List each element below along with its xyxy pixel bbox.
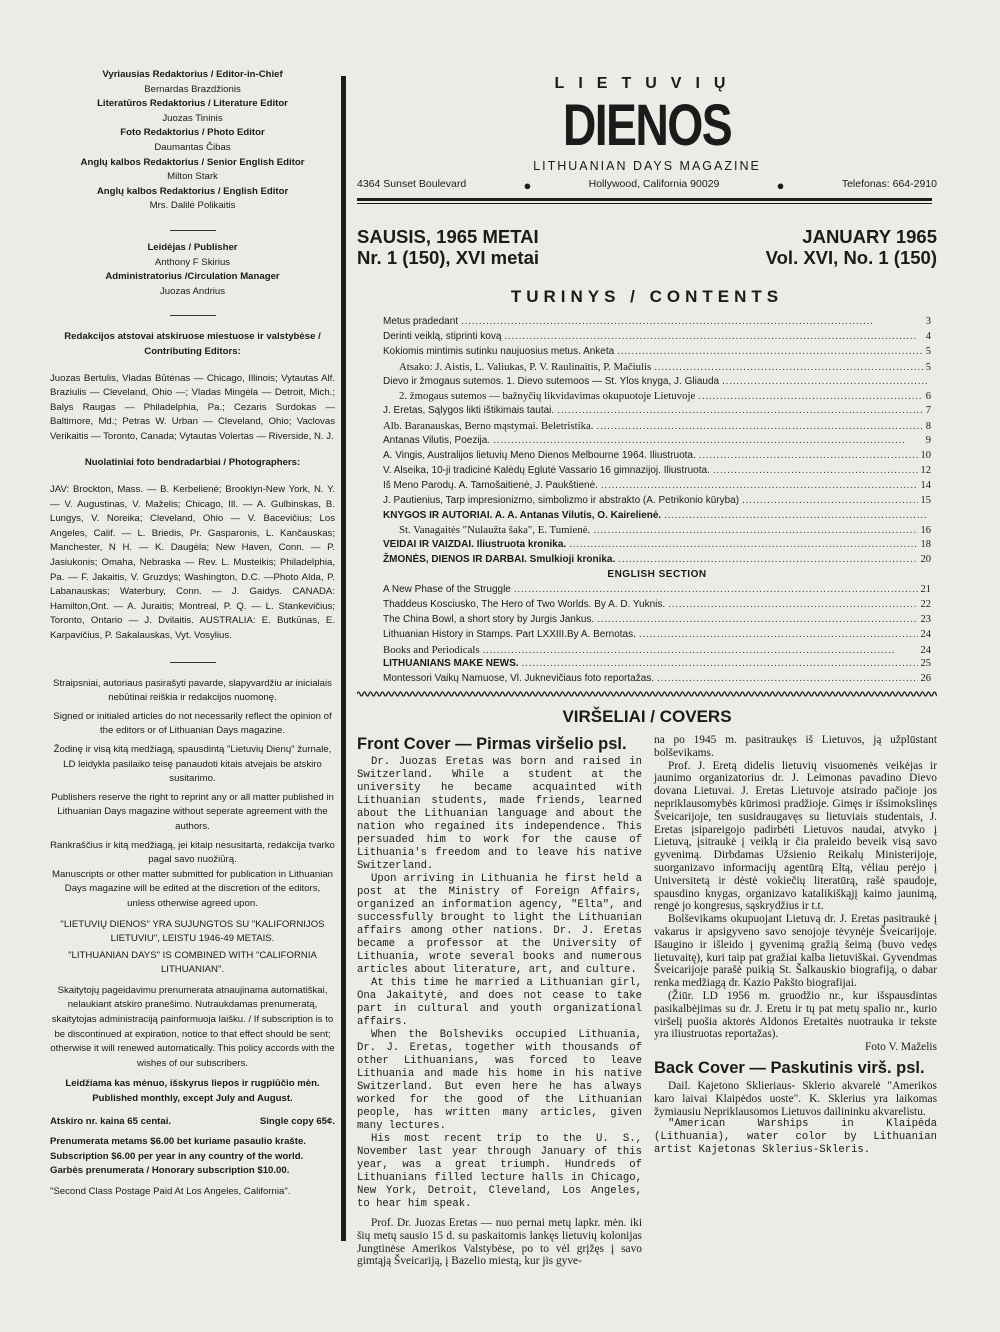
- toc-title: ŽMONĖS, DIENOS IR DARBAI. Smulkioji kronika.: [383, 554, 616, 566]
- toc-title: KNYGOS IR AUTORIAI. A. A. Antanas Vilutis, O. Kairelienė.: [383, 509, 662, 521]
- merge-notice-en: "LITHUANIAN DAYS" IS COMBINED WITH "CALIFORNIA LITHUANIAN".: [68, 949, 317, 976]
- issue-en-date: JANUARY 1965: [802, 226, 937, 247]
- front-cover-heading: Front Cover — Pirmas viršelio psl.: [357, 735, 627, 753]
- contents-title: TURINYS / CONTENTS: [510, 287, 784, 306]
- toc-title: Atsako: J. Aistis, L. Valiukas, P. V. Raulinaitis, P. Mačiulis: [399, 360, 652, 373]
- price-en: Single copy 65¢.: [259, 1115, 335, 1127]
- note: Signed or initialed articles do not necessarily reflect the opinion of the editors or of Lithuanian Days magazine.: [53, 710, 332, 737]
- toc-row: [383, 673, 931, 688]
- editor-name: Juozas Tininis: [162, 112, 223, 124]
- left-column: [50, 68, 335, 1200]
- editor-name: Milton Stark: [167, 171, 218, 183]
- toc-title: Metus pradedant: [383, 316, 459, 327]
- price-lt: Atskiro nr. kaina 65 centai.: [50, 1115, 172, 1127]
- toc-row: [383, 554, 931, 569]
- toc-title: Books and Periodicals: [383, 643, 480, 656]
- toc-title: Thaddeus Kosciusko, The Hero of Two Worlds. By A. D. Yuknis.: [383, 598, 666, 610]
- monthly-lt: Leidžiama kas mėnuo, išskyrus liepos ir rugpiūčio mėn.: [65, 1078, 320, 1090]
- toc-page-number: 20: [920, 554, 931, 566]
- toc-leader: [597, 421, 923, 432]
- toc-title: Montessori Vaikų Namuose, Vl. Juknevičiaus foto reportažas.: [383, 673, 655, 685]
- covers-title: VIRŠELIAI / COVERS: [562, 707, 732, 726]
- publisher-role: Leidėjas / Publisher: [147, 241, 238, 253]
- toc-page-number: 3: [925, 316, 931, 327]
- toc-page-number: 10: [920, 450, 931, 462]
- toc-row: [383, 450, 931, 465]
- contrib-text: Juozas Bertulis, Vladas Būtėnas — Chicago, Illinois; Vytautas Alf. Braziulis — Cleveland, Ohio —; Vladas Mingėla — Detroit, Mich.; Balys Raugas — Philadelphia, Pa.; Cezaris Surdokas — Baltimore, Md.; Petras W. Urban — Cleveland, Ohio; Vaclovas Verikaitis — Toronto, Canada; Vytautas Volertas — Riverside, N. J.: [50, 372, 335, 442]
- toc-page-number: 7: [925, 405, 931, 417]
- photo-text: JAV: Brockton, Mass. — B. Kerbelienė; Brooklyn-New York, N. Y. — V. Augustinas, V. Maželis; Chicago, Ill. — A. Gulbinskas, B. Lungys, V. Noreika; Cleveland, Ohio — V. Bacevičius; Los Angeles, Calif. — L. Briedis, Pr. Gasparonis, L. Kančauskas; Manchester, N H. — K. Daugėla; New Haven, Conn. — P. Jasiukonis; Omaha, Nebraska — Rev. L. Musteikis; Philadelphia, Pa. — F. Jakaitis, V. Gruzdys; Washington, D.C. —Photo Alda, P. Labanauskas; Waterbury, Conn. — J. Gaidys. CANADA: Hamilton,Ont. — A. Juraitis; Montreal, P. Q. — L. Stankevičius; Toronto, Ontario — J. Dvilaitis. AUSTRALIA: E. Butkūnas, E. Karpavičius, P. Sakalauskas, Vyt. Vosylius.: [50, 484, 335, 641]
- paragraph: Prof. J. Eretą didelis lietuvių visuomenės veikėjas ir jaunimo organizatorius dr. J. Leimonas pavadino Dievo dovana Lietuvai. J. Eretas Lietuvoje atsirado pačioje jos nepriklausomybės kūrimosi pradžioje. Gimęs ir išsimokslinęs Šveicarijoje, ten susidraugavęs su lietuviais studentais, J. Eretas įsipareigojo padirbėti Lietuvos naudai, atvyko į Lietuvą, įsitraukė į veiklą ir čia praleido beveik visą savo gyvenimą. Dirbdamas Užsienio Reikalų Ministerijoje, suorganizavo informacijų agentūrą Eltą, vėliau perėjo į Universitetą ir dėstė vokiečių literatūrą, rašė spaudoje, spausdino knygas, organizavo katalikiškąjį kaimo jaunimą, rengė jo kongresus, sąskrydžius ir t.t.: [654, 759, 937, 913]
- issue-lt-number: Nr. 1 (150), XVI metai: [357, 247, 540, 268]
- paragraph: Upon arriving in Lithuania he first held a post at the Ministry of Foreign Affairs, organized an information agency, "Elta", and successfully brought to light the Lithuanian affairs among other nations. Dr. J. Eretas became a professor at the University of Lithuania, wrote several books and numerous articles about literature, art, and culture.: [357, 873, 642, 976]
- paragraph: na po 1945 m. pasitraukęs iš Lietuvos, ją užplūstant bolševikams.: [654, 734, 937, 759]
- toc-page-number: 12: [920, 464, 931, 476]
- paragraph: When the Bolsheviks occupied Lithuania, Dr. J. Eretas, together with thousands of other Lithuanians, was forced to leave Lithuania and made his home in his native Switzerland. But even here he has always worked for the good of the Lithuanian people, has written many articles, given many lectures.: [357, 1029, 642, 1132]
- toc-page-number: 24: [920, 644, 931, 656]
- contrib-heading: Redakcijos atstovai atskiruose miestuose ir valstybėse / Contributing Editors:: [64, 331, 321, 357]
- rule: [357, 203, 932, 204]
- toc-page-number: 21: [920, 584, 931, 596]
- back-cover-lithuanian: [654, 1080, 937, 1118]
- toc-title: J. Eretas, Sąlygos likti ištikimais tautai.: [383, 405, 555, 417]
- table-of-contents: [383, 316, 931, 688]
- rate-line: Subscription $6.00 per year in any country of the world.: [50, 1150, 304, 1162]
- toc-leader: [713, 465, 918, 476]
- toc-row: [383, 376, 931, 391]
- divider: [170, 230, 216, 231]
- merge-notice-lt: "LIETUVIŲ DIENOS" YRA SUJUNGTOS SU "KALIFORNIJOS LIETUVIU", LEISTU 1946-49 METAIS.: [60, 918, 325, 945]
- toc-row: [383, 316, 931, 331]
- toc-leader: [639, 629, 918, 640]
- toc-title: Alb. Baranauskas, Berno mąstymai. Beletristika.: [383, 420, 594, 433]
- front-cover-lithuanian-cont: [654, 734, 937, 1054]
- toc-leader: [461, 316, 923, 327]
- publisher-name: Juozas Andrius: [159, 285, 226, 297]
- rate-line: Garbės prenumerata / Honorary subscription $10.00.: [50, 1165, 290, 1177]
- toc-leader: [514, 584, 918, 595]
- issue-lt: [357, 226, 539, 268]
- toc-row: [383, 405, 931, 420]
- toc-row: [383, 524, 931, 539]
- toc-title: J. Pautienius, Tarp impresionizmo, simbolizmo ir abstrakto (A. Petrikonio kūryba): [383, 494, 740, 506]
- toc-row: [383, 346, 931, 361]
- paragraph: "American Warships in Klaipėda (Lithuania), water color by Lithuanian artist Kajetonas Sklerius-Skleris.: [654, 1118, 937, 1157]
- divider: [170, 315, 216, 316]
- toc-row: [383, 495, 931, 510]
- toc-page-number: 15: [920, 494, 931, 506]
- toc-row: [383, 480, 931, 495]
- toc-leader: [569, 539, 917, 550]
- toc-leader: [618, 554, 917, 565]
- divider: [170, 662, 216, 663]
- toc-leader: [722, 376, 928, 387]
- toc-page-number: 5: [925, 361, 931, 373]
- address-line: [357, 178, 937, 193]
- toc-row: [383, 510, 931, 525]
- front-cover-lithuanian: [357, 1217, 642, 1268]
- paragraph: (Žiūr. LD 1956 m. gruodžio nr., kur išspausdintas pasikalbėjimas su dr. J. Eretu ir tų pat metų spalio nr., kurio viršelį puošia aktorės Aldonos Eretaitės nuotrauka ir tekste yra iliustruotas reportažas).: [654, 989, 937, 1041]
- toc-page-number: 9: [925, 435, 931, 447]
- toc-leader: [593, 525, 917, 536]
- bullet-icon: ●: [523, 178, 532, 193]
- toc-leader: [698, 391, 922, 402]
- toc-row: [383, 435, 931, 450]
- toc-page-number: 14: [920, 479, 931, 491]
- toc-leader: [601, 480, 918, 491]
- toc-page-number: 22: [920, 598, 931, 610]
- issue-lt-date: SAUSIS, 1965 METAI: [357, 226, 539, 247]
- toc-row: [383, 658, 931, 673]
- photo-credit: Foto V. Maželis: [864, 1041, 937, 1054]
- toc-row: [383, 599, 931, 614]
- toc-leader: [617, 346, 923, 357]
- toc-page-number: 8: [925, 421, 931, 433]
- back-cover-heading: Back Cover — Paskutinis virš. psl.: [654, 1058, 925, 1077]
- toc-title: 2. žmogaus sutemos — bažnyčių likvidavimas okupuotoje Lietuvoje: [399, 390, 696, 403]
- toc-leader: [664, 510, 928, 521]
- toc-row: [383, 629, 931, 644]
- toc-leader: [742, 495, 917, 506]
- toc-page-number: 6: [925, 391, 931, 403]
- toc-title: LITHUANIANS MAKE NEWS.: [383, 658, 519, 670]
- issue-en-number: Vol. XVI, No. 1 (150): [765, 247, 937, 268]
- masthead: [357, 75, 937, 173]
- toc-title: Dievo ir žmogaus sutemos. 1. Dievo sutemoos — St. Ylos knyga, J. Gliauda: [383, 375, 720, 387]
- covers-left-column: [357, 734, 642, 1268]
- toc-title: A. Vingis, Australijos lietuvių Meno Dienos Melbourne 1964. Iliustruota.: [383, 450, 696, 462]
- editor-role: Anglų kalbos Redaktorius / Senior English Editor: [80, 156, 305, 168]
- rule: [357, 198, 932, 201]
- masthead-title: DIENOS: [562, 93, 732, 158]
- toc-title: Lithuanian History in Stamps. Part LXXIII.By A. Bernotas.: [383, 628, 636, 640]
- note: Manuscripts or other matter submitted for publication in Lithuanian Days magazine will be edited at the discretion of the editors, unless otherwise agreed upon.: [51, 868, 334, 909]
- toc-title: A New Phase of the Struggle: [383, 584, 511, 596]
- editor-role: Anglų kalbos Redaktorius / English Editor: [96, 185, 289, 197]
- toc-title: Kokiomis mintimis sutinku naujuosius metus. Anketa: [383, 345, 615, 357]
- toc-page-number: 4: [925, 330, 931, 342]
- editor-name: Bernardas Brazdžionis: [144, 83, 241, 95]
- paragraph: Bolševikams okupuojant Lietuvą dr. J. Eretas pasitraukė į vakarus ir apsigyveno savo senojoje tėvynėje Šveicarijoje. Išaugino ir išleido į gyvenimą gražią šeimą (buvo vedęs lietuvaitę), kuri taip pat gražiai kalba lietuviškai. Gyvendmas Šveicarijoje parašė puikią St. Šalkauskio biografiją, o dabar renka medžiagą dr. Kazio Pakšto biografijai.: [654, 913, 937, 990]
- toc-title: VEIDAI IR VAIZDAI. Iliustruota kronika.: [383, 539, 567, 551]
- subscription-note: Skaitytojų pageidavimu prenumerata atnaujinama automatiškai, nelaukiant atskiro pranešimo. Nutraukdamas prenumeratą, skaitytojas administraciją painformuoja laišku. / If subscription is to be discontinued at expiration, notice to that effect should be sent; otherwise it will renewed automatically. This policy accords with the wishes of our subscribers.: [50, 984, 335, 1069]
- bullet-icon: ●: [776, 178, 785, 193]
- editor-role: Foto Redaktorius / Photo Editor: [120, 127, 265, 139]
- toc-title: ENGLISH SECTION: [607, 569, 707, 581]
- vertical-divider: [341, 76, 346, 1241]
- price-row: [50, 1115, 335, 1130]
- masthead-subtitle: LITHUANIAN DAYS MAGAZINE: [533, 159, 761, 173]
- toc-leader: [493, 435, 923, 446]
- toc-title: V. Alseika, 10-ji tradicinė Kalėdų Eglutė Vassario 16 gimnazijoj. Iliustruota.: [383, 464, 710, 476]
- editor-role: Vyriausias Redaktorius / Editor-in-Chief: [102, 69, 283, 80]
- issue-en: [766, 226, 937, 268]
- paragraph: Prof. Dr. Juozas Eretas — nuo pernai metų lapkr. mėn. iki šių metų sausio 15 d. su paskaitomis lankęs lietuvių kolonijas Jungtinėse Amerikos Valstybėse, po to vėl grįžęs į savo gimtąją Šveicariją, į Bazelio miestą, kur jis gyve-: [357, 1217, 642, 1268]
- paragraph: His most recent trip to the U. S., November last year through January of this year, was a great triumph. Hundreds of Lithuanians filled lecture halls in Chicago, New York, Detroit, Cleveland, Los Angeles, to hear him speak.: [357, 1133, 642, 1210]
- photo-heading: Nuolatiniai foto bendradarbiai / Photographers:: [84, 457, 301, 469]
- toc-row: [383, 361, 931, 376]
- masthead-kicker: LIETUVIŲ: [554, 75, 740, 92]
- toc-title: St. Vanagaitės "Nulaužta šaka", E. Tumienė.: [399, 524, 591, 537]
- toc-page-number: 18: [920, 539, 931, 551]
- toc-row: [383, 614, 931, 629]
- editor-name: Mrs. Dalilė Polikaitis: [149, 200, 236, 212]
- paragraph: Dail. Kajetono Sklieriaus- Sklerio akvarelė "Amerikos karo laivai Klaipėdos uoste". K. Sklerius yra laikomas žymiausiu Nepriklausomos Lietuvos dailininku akvarelistu.: [654, 1079, 937, 1118]
- editor-role: Literatūros Redaktorius / Literature Editor: [97, 98, 288, 110]
- toc-row: [383, 390, 931, 405]
- toc-row: [383, 644, 931, 659]
- note: Straipsniai, autoriaus pasirašyti pavarde, slapyvardžiu ar inicialais nebūtinai reiškia ir redakcijos nuomonę.: [53, 677, 332, 704]
- toc-page-number: 5: [925, 345, 931, 357]
- front-cover-english: [357, 756, 642, 1211]
- toc-title: Antanas Vilutis, Poezija.: [383, 435, 491, 447]
- toc-leader: [522, 658, 918, 669]
- toc-title: Derinti veiklą, stiprinti kovą: [383, 330, 502, 342]
- note: Publishers reserve the right to reprint any or all matter published in Lithuanian Days magazine without seperate agreement with the authors.: [51, 791, 334, 832]
- publisher-role: Administratorius /Circulation Manager: [105, 271, 280, 283]
- publishers-block: [50, 241, 335, 299]
- covers-right-column: [654, 734, 937, 1157]
- toc-leader: [654, 362, 922, 373]
- toc-row: [383, 420, 931, 435]
- toc-leader: [668, 599, 917, 610]
- street-address: 4364 Sunset Boulevard: [357, 178, 467, 190]
- toc-title: Iš Meno Parodų. A. Tamošaitienė, J. Paukštienė.: [383, 479, 598, 491]
- toc-leader: [699, 450, 918, 461]
- toc-leader: [483, 645, 918, 656]
- note: Žodinę ir visą kitą medžiagą, spausdintą "Lietuvių Dienų" žurnale, LD leidykla pasilaiko teisę panaudoti kitais atvejais be atskiro susitarimo.: [53, 743, 332, 785]
- toc-row: [383, 331, 931, 346]
- toc-leader: [557, 405, 923, 416]
- toc-title: The China Bowl, a short story by Jurgis Jankus.: [383, 613, 595, 625]
- toc-page-number: 26: [920, 673, 931, 685]
- rate-line: Prenumerata metams $6.00 bet kuriame pasaulio krašte.: [50, 1136, 306, 1148]
- postage-note: "Second Class Postage Paid At Los Angeles, California".: [50, 1186, 291, 1197]
- toc-page-number: 24: [920, 628, 931, 640]
- toc-page-number: 23: [920, 613, 931, 625]
- phone-number: Telefonas: 664-2910: [841, 178, 937, 190]
- back-cover-english: [654, 1118, 937, 1157]
- toc-row: [383, 539, 931, 554]
- publisher-name: Anthony F Skirius: [154, 256, 231, 268]
- wavy-divider: [357, 690, 937, 698]
- toc-leader: [597, 614, 917, 625]
- paragraph: At this time he married a Lithuanian girl, Ona Jakaitytė, and does not cease to take part in cultural and youth organizational affairs.: [357, 977, 642, 1028]
- monthly-en: Published monthly, except July and August.: [92, 1093, 293, 1105]
- toc-row: [383, 584, 931, 599]
- toc-row: [383, 569, 931, 584]
- city-address: Hollywood, California 90029: [588, 178, 720, 190]
- toc-page-number: 25: [920, 658, 931, 670]
- editors-block: [50, 68, 335, 214]
- toc-leader: [657, 673, 917, 684]
- toc-row: [383, 465, 931, 480]
- paragraph: Dr. Juozas Eretas was born and raised in Switzerland. While a student at the university he became acquainted with Lithuanian students, made friends, learned about the Lithuanian language and about the nation who regained its independence. This persuaded him to work for the cause of Lithuania's freedom and to leave his native Switzerland.: [357, 756, 642, 872]
- note: Rankraščius ir kitą medžiagą, jei kitaip nesusitarta, redakcija tvarko pagal savo nuožiūrą.: [50, 839, 335, 866]
- toc-page-number: 16: [920, 525, 931, 537]
- editor-name: Daumantas Čibas: [154, 141, 231, 153]
- toc-leader: [504, 331, 922, 342]
